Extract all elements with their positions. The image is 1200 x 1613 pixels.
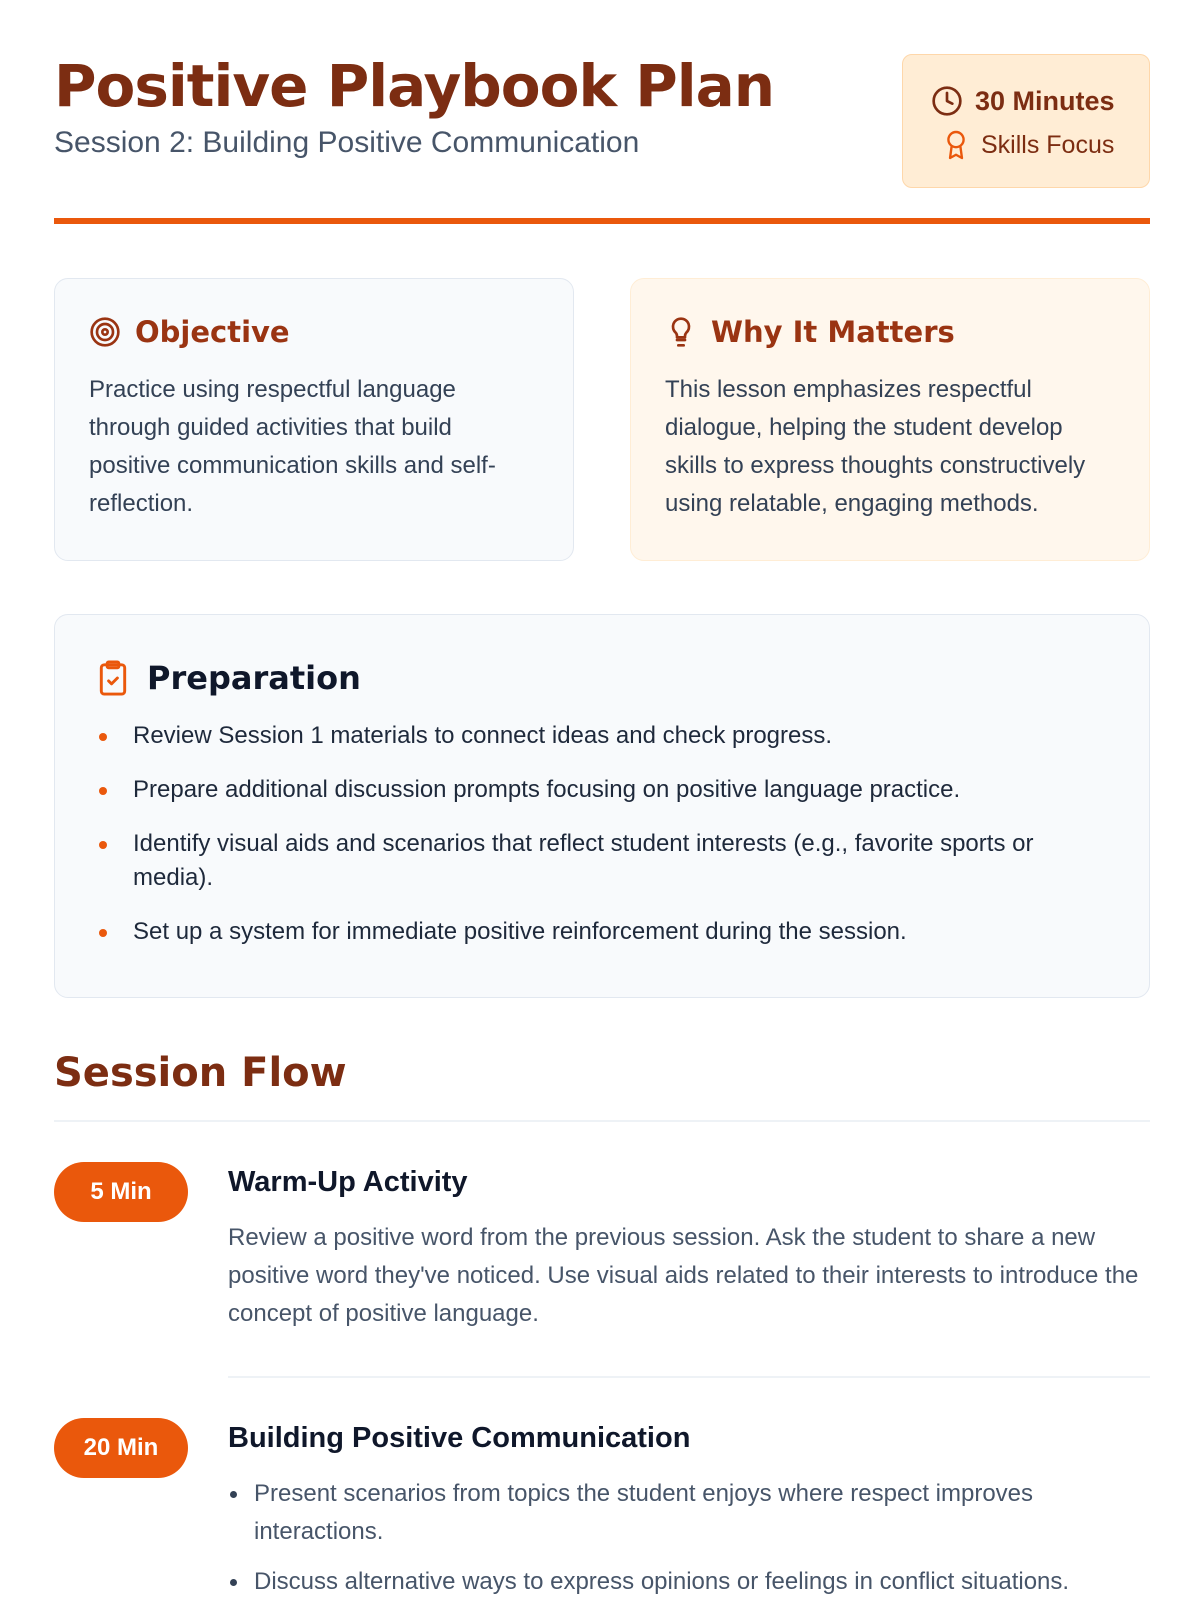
why-body: This lesson emphasizes respectful dialogue, helping the student develop skills to express thoughts constructively using relatable, engaging methods. xyxy=(665,376,1086,517)
step-title: Building Positive Communication xyxy=(228,1422,691,1454)
time-badge: 20 Min xyxy=(54,1418,188,1478)
why-heading-row xyxy=(665,315,1115,349)
why-heading: Why It Matters xyxy=(711,315,955,349)
why-it-matters-card xyxy=(630,278,1150,561)
list-item: Review Session 1 materials to connect ideas and check progress. xyxy=(95,719,1109,753)
list-item: Set up a system for immediate positive reinforcement during the session. xyxy=(95,915,1109,949)
step-body: Review a positive word from the previous session. Ask the student to share a new positive word they've noticed. Use visual aids related to their interests to introduce the concept of positive language. xyxy=(228,1224,1139,1327)
focus-text: Skills Focus xyxy=(981,130,1115,159)
header xyxy=(54,0,1150,226)
session-flow-title: Session Flow xyxy=(54,1050,347,1096)
step-list xyxy=(228,1475,1150,1601)
step-title: Warm-Up Activity xyxy=(228,1166,468,1198)
clock-icon xyxy=(931,85,963,117)
step-content xyxy=(228,1162,1150,1333)
list-item: Present scenarios from topics the student enjoys where respect improves interactions. xyxy=(228,1475,1150,1551)
objective-heading: Objective xyxy=(135,315,290,349)
page-subtitle: Session 2: Building Positive Communication xyxy=(54,126,640,159)
list-item: Prepare additional discussion prompts focusing on positive language practice. xyxy=(95,773,1109,807)
preparation-card xyxy=(54,614,1150,998)
focus-row xyxy=(943,129,1149,161)
step-content xyxy=(228,1418,1150,1613)
objective-card xyxy=(54,278,574,561)
session-flow-divider xyxy=(54,1120,1150,1122)
list-item: Discuss alternative ways to express opinions or feelings in conflict situations. xyxy=(228,1563,1150,1601)
award-ribbon-icon xyxy=(943,129,969,161)
duration-row xyxy=(931,85,1149,117)
info-cards xyxy=(54,278,1150,561)
page-title: Positive Playbook Plan xyxy=(54,52,775,120)
header-divider xyxy=(54,218,1150,224)
session-badge xyxy=(902,54,1150,188)
clipboard-check-icon xyxy=(95,659,131,697)
objective-heading-row xyxy=(89,315,539,349)
target-icon xyxy=(89,316,121,348)
lesson-plan-page xyxy=(54,0,1150,1595)
lightbulb-icon xyxy=(665,316,697,348)
preparation-heading: Preparation xyxy=(147,659,361,697)
duration-text: 30 Minutes xyxy=(975,85,1115,116)
step-divider xyxy=(228,1376,1150,1378)
list-item: Identify visual aids and scenarios that reflect student interests (e.g., favorite sports or media). xyxy=(95,827,1109,895)
time-badge: 5 Min xyxy=(54,1162,188,1222)
objective-body: Practice using respectful language through guided activities that build positive communication skills and self-reflection. xyxy=(89,376,496,517)
preparation-list xyxy=(95,719,1109,949)
preparation-heading-row xyxy=(95,659,1109,697)
